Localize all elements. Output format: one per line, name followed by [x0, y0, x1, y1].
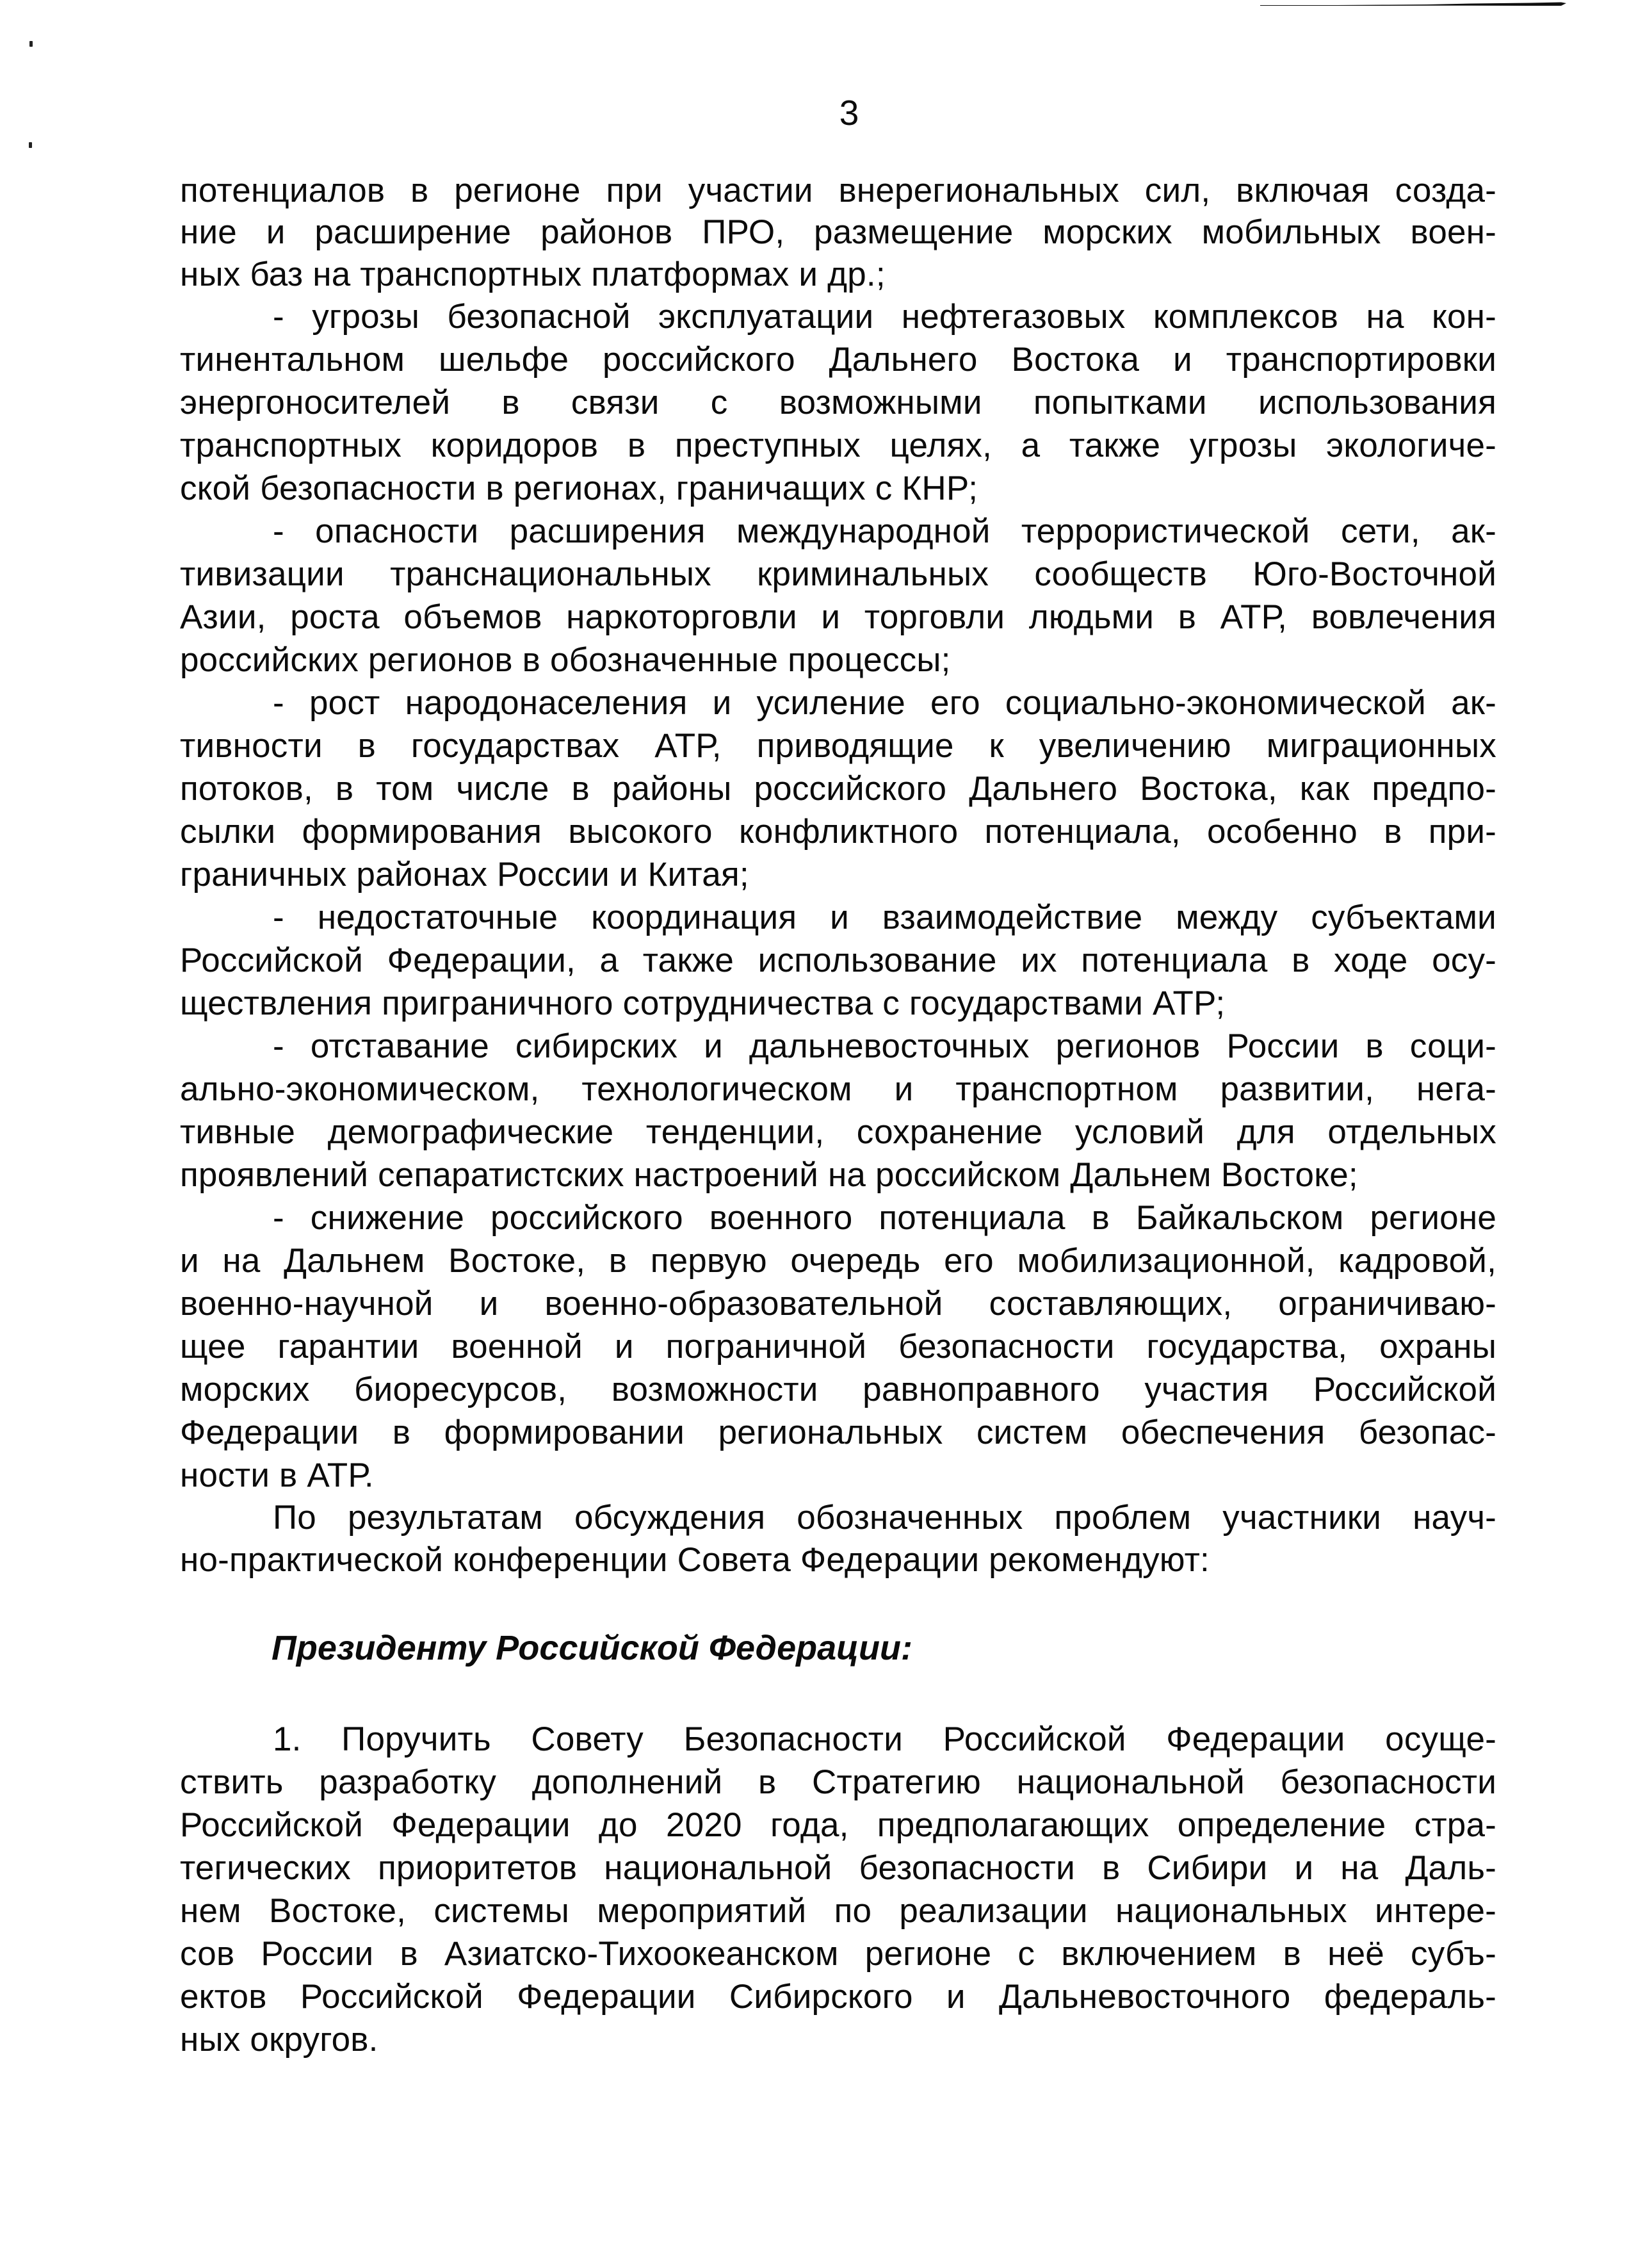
bullet-line: - опасности расширения международной террористической сети, ак-: [273, 512, 1496, 550]
bullet-line: - отставание сибирских и дальневосточных регионов России в соци-: [273, 1027, 1496, 1065]
text-line: тивные демографические тенденции, сохранение условий для отдельных: [180, 1113, 1496, 1151]
text-line: тивности в государствах АТР, приводящие к увеличению миграционных: [180, 727, 1496, 765]
text-line: военно-научной и военно-образовательной составляющих, ограничиваю-: [180, 1285, 1496, 1323]
text-line: тегических приоритетов национальной безопасности в Сибири и на Даль-: [180, 1849, 1496, 1887]
text-line: тинентальном шельфе российского Дальнего Востока и транспортировки: [180, 341, 1496, 379]
text-line: ществления приграничного сотрудничества с государствами АТР;: [180, 984, 1226, 1022]
bullet-line: - угрозы безопасной эксплуатации нефтегазовых комплексов на кон-: [273, 298, 1496, 336]
text-line: ности в АТР.: [180, 1456, 374, 1494]
text-line: проявлений сепаратистских настроений на российском Дальнем Востоке;: [180, 1156, 1358, 1194]
text-line: нем Востоке, системы мероприятий по реализации национальных интере-: [180, 1892, 1496, 1930]
scan-speck-mark: [29, 41, 33, 47]
recommendation-line: 1. Поручить Совету Безопасности Российской Федерации осуще-: [273, 1720, 1496, 1758]
text-line: транспортных коридоров в преступных целях, а также угрозы экологиче-: [180, 427, 1496, 464]
page-number: 3: [839, 93, 859, 133]
bullet-line: - рост народонаселения и усиление его социально-экономической ак-: [273, 684, 1496, 722]
text-line: ской безопасности в регионах, граничащих с КНР;: [180, 469, 978, 507]
bullet-line: - снижение российского военного потенциала в Байкальском регионе: [273, 1199, 1496, 1237]
text-line: ствить разработку дополнений в Стратегию национальной безопасности: [180, 1763, 1496, 1801]
text-line: Федерации в формировании региональных систем обеспечения безопас-: [180, 1414, 1496, 1451]
text-line: российских регионов в обозначенные процессы;: [180, 641, 951, 679]
text-line: но-практической конференции Совета Федерации рекомендуют:: [180, 1541, 1210, 1579]
text-line: ние и расширение районов ПРО, размещение морских мобильных воен-: [180, 213, 1496, 251]
text-line: По результатам обсуждения обозначенных проблем участники науч-: [273, 1499, 1496, 1537]
text-line: морских биоресурсов, возможности равноправного участия Российской: [180, 1371, 1496, 1408]
text-line: потенциалов в регионе при участии внерегиональных сил, включая созда-: [180, 172, 1496, 209]
scan-edge-line: [1260, 1, 1566, 7]
text-line: сылки формирования высокого конфликтного потенциала, особенно в при-: [180, 813, 1496, 851]
text-line: потоков, в том числе в районы российского Дальнего Востока, как предпо-: [180, 770, 1496, 808]
scan-speck-mark: [29, 142, 32, 148]
text-line: сов России в Азиатско-Тихоокеанском регионе с включением в неё субъ-: [180, 1935, 1496, 1973]
bullet-line: - недостаточные координация и взаимодействие между субъектами: [273, 899, 1496, 936]
text-line: тивизации транснациональных криминальных сообществ Юго-Восточной: [180, 555, 1496, 593]
text-line: ных округов.: [180, 2021, 378, 2059]
text-line: Азии, роста объемов наркоторговли и торговли людьми в АТР, вовлечения: [180, 598, 1496, 636]
text-line: ально-экономическом, технологическом и транспортном развитии, нега-: [180, 1070, 1496, 1108]
text-line: щее гарантии военной и пограничной безопасности государства, охраны: [180, 1328, 1496, 1366]
text-line: Российской Федерации, а также использование их потенциала в ходе осу-: [180, 942, 1496, 979]
text-line: и на Дальнем Востоке, в первую очередь его мобилизационной, кадровой,: [180, 1242, 1496, 1280]
text-line: ных баз на транспортных платформах и др.;: [180, 256, 886, 293]
text-line: граничных районах России и Китая;: [180, 856, 749, 893]
text-line: энергоносителей в связи с возможными попытками использования: [180, 384, 1496, 421]
section-heading: Президенту Российской Федерации:: [272, 1629, 912, 1667]
text-line: ектов Российской Федерации Сибирского и Дальневосточного федераль-: [180, 1978, 1496, 2016]
text-line: Российской Федерации до 2020 года, предполагающих определение стра-: [180, 1806, 1496, 1844]
